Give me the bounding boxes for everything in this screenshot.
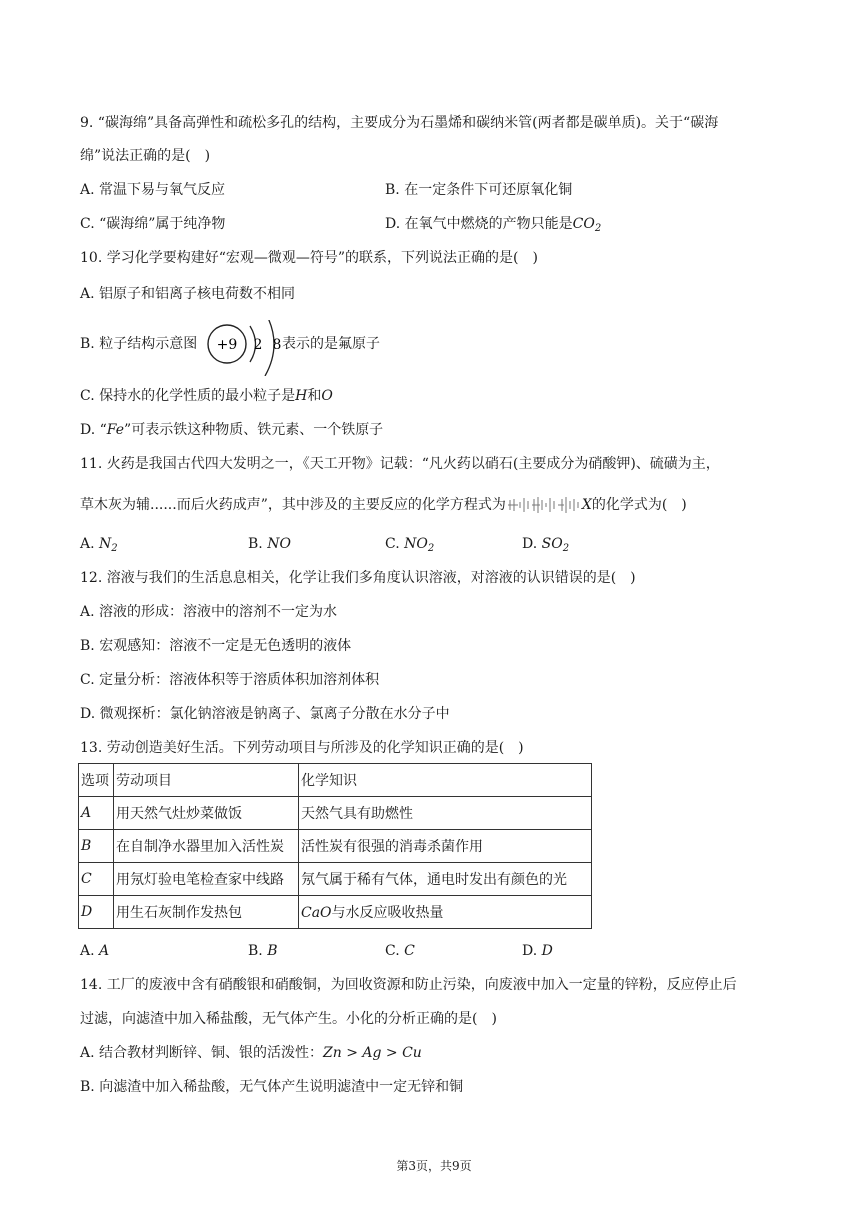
- q10-option-a: A. 铝原子和铝离子核电荷数不相同: [80, 286, 296, 302]
- table-cell-knowledge: 天然气具有助燃性: [299, 797, 592, 830]
- q14-stem-line1: 14. 工厂的废液中含有硝酸银和硝酸铜，为回收资源和防止污染，向废液中加入一定量的锌粉，反应停止后: [80, 977, 737, 993]
- q9-option-d: D. 在氧气中燃烧的产物只能是$CO_2$: [385, 216, 602, 234]
- q10-option-d: D. “Fe”可表示铁这种物质、铁元素、一个铁原子: [80, 422, 384, 438]
- table-row: [79, 830, 592, 863]
- q9-option-c: C. “碳海绵”属于纯净物: [80, 216, 226, 232]
- q12-stem: 12. 溶液与我们的生活息息相关，化学让我们多角度认识溶液，对溶液的认识错误的是( ): [80, 570, 636, 586]
- q13-option-b: B. B: [248, 943, 278, 959]
- q9-option-a: A. 常温下易与氧气反应: [80, 182, 226, 198]
- q9-option-b: B. 在一定条件下可还原氧化铜: [385, 182, 573, 198]
- q14-option-a: A. 结合教材判断锌、铜、银的活泼性：Zn > Ag > Cu: [80, 1045, 422, 1061]
- table-cell-option: C: [79, 863, 114, 896]
- q13-option-c: C. C: [385, 943, 415, 959]
- q12-option-c: C. 定量分析：溶液体积等于溶质体积加溶剂体积: [80, 672, 380, 688]
- table-header-cell: 选项: [79, 764, 114, 797]
- q11-stem-line1: 11. 火药是我国古代四大发明之一，《天工开物》记载：“凡火药以硝石(主要成分为硝酸钾)、硫磺为主，: [80, 456, 720, 472]
- table-cell-knowledge: 氖气属于稀有气体，通电时发出有颜色的光: [299, 863, 592, 896]
- table-cell-option: D: [79, 896, 114, 929]
- q13-stem: 13. 劳动创造美好生活。下列劳动项目与所涉及的化学知识正确的是( ): [80, 740, 524, 756]
- table-cell-knowledge: 活性炭有很强的消毒杀菌作用: [299, 830, 592, 863]
- shell-2-electrons: 8: [272, 337, 282, 353]
- q11-option-d: D. $SO_2$: [522, 536, 570, 554]
- table-cell-project: 用氖灯验电笔检查家中线路: [114, 863, 299, 896]
- q13-option-a: A. A: [80, 943, 110, 959]
- q11-option-a: A. $N_2$: [80, 536, 118, 554]
- q10-option-b-suffix: 表示的是氟原子: [282, 336, 380, 352]
- q14-stem-line2: 过滤，向滤渣中加入稀盐酸，无气体产生。小化的分析正确的是( ): [80, 1011, 497, 1027]
- page-number-footer: 第3页，共9页: [396, 1159, 472, 1173]
- q12-option-a: A. 溶液的形成：溶液中的溶剂不一定为水: [80, 604, 338, 620]
- table-row: [79, 863, 592, 896]
- chemical-equation-image: [506, 494, 582, 516]
- table-cell-option: A: [79, 797, 114, 830]
- q9-stem-line2: 绵”说法正确的是( ): [80, 148, 211, 164]
- q10-option-b-prefix: B. 粒子结构示意图: [80, 336, 198, 352]
- nucleus-charge: +9: [216, 337, 238, 353]
- table-header-cell: 劳动项目: [114, 764, 299, 797]
- q11-option-c: C. $NO_2$: [385, 536, 435, 554]
- q9-stem-line1: 9. “碳海绵”具备高弹性和疏松多孔的结构，主要成分为石墨烯和碳纳米管(两者都是碳单质)。关于“碳海: [80, 115, 719, 131]
- q12-option-d: D. 微观探析：氯化钠溶液是钠离子、氯离子分散在水分子中: [80, 706, 450, 722]
- q10-stem: 10. 学习化学要构建好“宏观—微观—符号”的联系，下列说法正确的是( ): [80, 250, 538, 266]
- q12-option-b: B. 宏观感知：溶液不一定是无色透明的液体: [80, 638, 352, 654]
- table-cell-project: 用生石灰制作发热包: [114, 896, 299, 929]
- q13-table: [78, 763, 592, 929]
- q11-option-b: B. NO: [248, 536, 291, 552]
- table-cell-knowledge: CaO与水反应吸收热量: [299, 896, 592, 929]
- shell-1-electrons: 2: [253, 337, 263, 353]
- table-cell-option: B: [79, 830, 114, 863]
- table-row: [79, 896, 592, 929]
- table-cell-project: 在自制净水器里加入活性炭: [114, 830, 299, 863]
- table-header-cell: 化学知识: [299, 764, 592, 797]
- table-cell-project: 用天然气灶炒菜做饭: [114, 797, 299, 830]
- q11-stem-line2: 草木灰为辅......而后火药成声”，其中涉及的主要反应的化学方程式为 X的化学式为( ): [80, 494, 687, 516]
- table-row: [79, 797, 592, 830]
- q13-option-d: D. D: [522, 943, 553, 959]
- q10-option-c: C. 保持水的化学性质的最小粒子是H和O: [80, 388, 333, 404]
- table-header-row: [79, 764, 592, 797]
- q14-option-b: B. 向滤渣中加入稀盐酸，无气体产生说明滤渣中一定无锌和铜: [80, 1079, 464, 1095]
